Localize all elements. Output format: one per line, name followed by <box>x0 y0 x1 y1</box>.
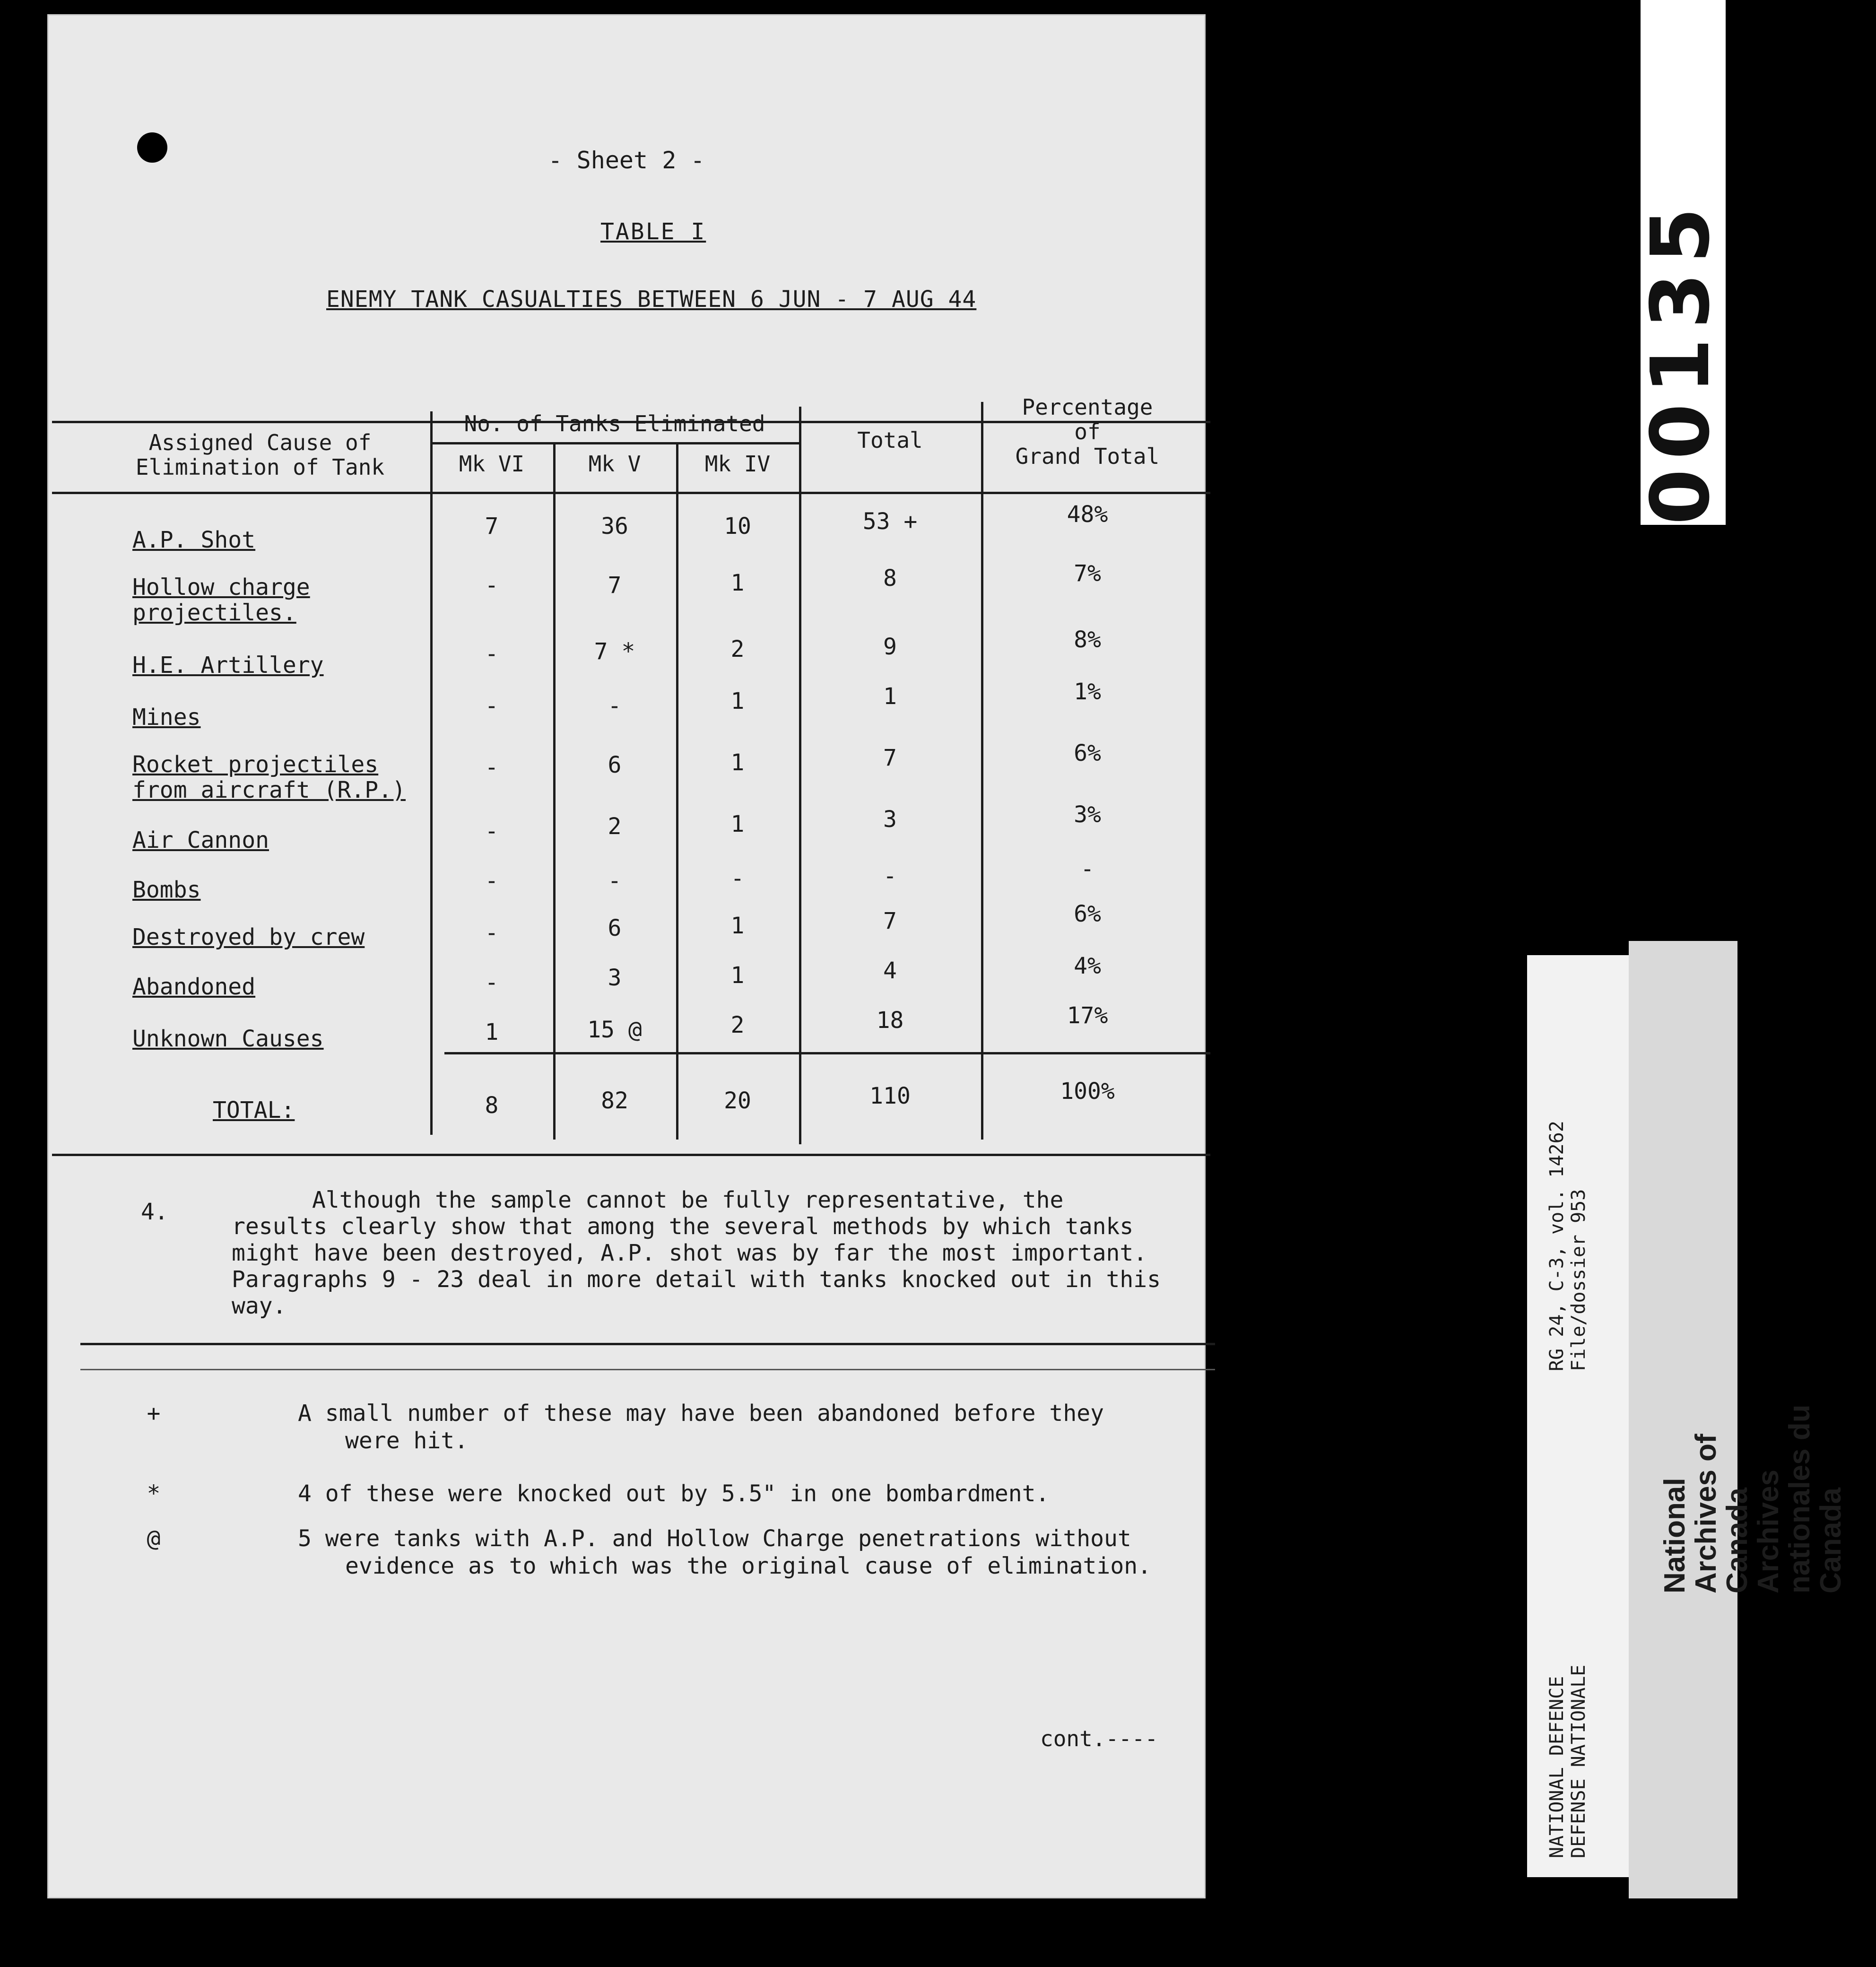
cell-total: 53 + <box>862 508 918 535</box>
cell-mk-iv: 1 <box>730 570 745 596</box>
cell-mk-v: 2 <box>608 813 622 840</box>
cell-mk-iv: 1 <box>730 749 745 776</box>
section-divider-secondary <box>80 1369 1215 1370</box>
cell-mk-vi: - <box>485 641 499 667</box>
cell-percentage: 7% <box>1074 560 1101 587</box>
cell-percentage: 3% <box>1074 801 1101 828</box>
header-percentage: Percentage of Grand Total <box>1015 394 1160 469</box>
table-title: TABLE I <box>600 218 706 245</box>
cell-mk-v: 7 * <box>594 638 635 665</box>
cell-mk-vi: - <box>485 572 499 599</box>
cell-mk-v: - <box>608 868 622 894</box>
header-bottom-border <box>52 492 1210 494</box>
row-cause: Unknown Causes <box>132 1026 324 1052</box>
footnote-symbol: + <box>147 1400 161 1427</box>
row-cause: A.P. Shot <box>132 527 256 553</box>
cell-mk-iv: - <box>730 865 745 892</box>
cell-mk-v: 6 <box>608 915 622 941</box>
totals-label: TOTAL: <box>213 1097 295 1123</box>
cell-percentage: 6% <box>1074 740 1101 766</box>
cell-mk-vi: - <box>485 969 499 996</box>
footnote-line: were hit. <box>345 1427 469 1454</box>
footnote-line: evidence as to which was the original cause of elimination. <box>345 1553 1152 1579</box>
cell-percentage: 17% <box>1067 1002 1108 1029</box>
footnote-symbol: @ <box>147 1525 161 1552</box>
total-mk-v: 82 <box>601 1088 628 1114</box>
group-header-rule <box>430 442 799 444</box>
cell-mk-v: 3 <box>608 965 622 991</box>
total-mk-vi: 8 <box>485 1092 499 1119</box>
row-cause: Destroyed by crew <box>132 924 365 950</box>
section-divider <box>80 1343 1215 1345</box>
cell-mk-vi: - <box>485 754 499 781</box>
table-bottom-border <box>52 1154 1210 1156</box>
header-mk-iv: Mk IV <box>704 451 771 477</box>
cell-mk-v: - <box>608 693 622 719</box>
footnote-line: 5 were tanks with A.P. and Hollow Charge penetrations without <box>298 1525 1131 1552</box>
row-cause: Mines <box>132 704 201 731</box>
cell-total: 9 <box>883 634 897 660</box>
cell-mk-iv: 2 <box>730 636 745 662</box>
cell-mk-v: 7 <box>608 572 622 599</box>
cell-mk-iv: 1 <box>730 811 745 837</box>
row-cause: Rocket projectiles from aircraft (R.P.) <box>132 751 406 803</box>
header-mk-vi: Mk VI <box>459 451 525 477</box>
frame-number: 00135 <box>1634 198 1728 525</box>
row-cause: H.E. Artillery <box>132 652 324 679</box>
cell-mk-v: 6 <box>608 752 622 778</box>
cell-total: 8 <box>883 565 897 592</box>
header-mk-v: Mk V <box>588 451 641 477</box>
cell-total: 7 <box>883 908 897 934</box>
row-cause: Bombs <box>132 877 201 903</box>
cell-mk-vi: - <box>485 818 499 844</box>
cell-mk-v: 15 @ <box>587 1017 642 1043</box>
row-cause: Abandoned <box>132 974 256 1000</box>
cell-percentage: 4% <box>1074 953 1101 979</box>
archive-institution: National Archives of Canada Archives nationales du Canada <box>1659 1404 1847 1593</box>
cell-mk-iv: 10 <box>724 513 751 540</box>
total-percentage: 100% <box>1060 1078 1115 1105</box>
cell-mk-iv: 1 <box>730 962 745 989</box>
sheet-number: - Sheet 2 - <box>548 147 705 174</box>
archive-reference: RG 24, C-3, vol. 14262 File/dossier 953 <box>1546 1121 1589 1371</box>
cell-mk-iv: 1 <box>730 688 745 714</box>
cell-mk-iv: 1 <box>730 913 745 939</box>
cell-percentage: 48% <box>1067 501 1108 528</box>
footnote <box>142 1400 1314 1454</box>
cell-mk-vi: - <box>485 693 499 719</box>
total-mk-iv: 20 <box>724 1088 751 1114</box>
footnote-symbol: * <box>147 1480 161 1507</box>
cell-total: 3 <box>883 806 897 833</box>
footnote-line: A small number of these may have been abandoned before they <box>298 1400 1104 1427</box>
cell-total: 1 <box>883 683 897 710</box>
row-cause: Air Cannon <box>132 827 269 853</box>
cell-total: 7 <box>883 745 897 771</box>
cell-mk-vi: - <box>485 920 499 946</box>
cell-mk-vi: - <box>485 868 499 894</box>
cell-mk-v: 36 <box>601 513 628 540</box>
total-total: 110 <box>869 1083 911 1109</box>
cell-mk-iv: 2 <box>730 1012 745 1038</box>
paragraph-number: 4. <box>141 1199 168 1225</box>
header-total: Total <box>857 427 923 453</box>
cell-percentage: 1% <box>1074 679 1101 705</box>
cell-percentage: 6% <box>1074 901 1101 927</box>
cell-mk-vi: 7 <box>485 513 499 540</box>
continuation-note: cont.---- <box>1040 1726 1158 1751</box>
header-eliminated-group: No. of Tanks Eliminated <box>464 411 765 436</box>
table-caption: ENEMY TANK CASUALTIES BETWEEN 6 JUN - 7 AUG 44 <box>326 286 977 313</box>
footnote <box>142 1525 1314 1580</box>
row-cause: Hollow charge projectiles. <box>132 574 310 626</box>
paragraph-4 <box>132 1187 1172 1319</box>
paragraph-text: Although the sample cannot be fully representative, the results clearly show that among the several methods by which tanks might have been destroyed, A.P. shot was by far the most important. Paragraphs 9 - 23 deal in more detail with tanks knocked out in this way. <box>232 1187 1161 1319</box>
cell-mk-vi: 1 <box>485 1019 499 1045</box>
archive-department: NATIONAL DEFENCE DEFENSE NATIONALE <box>1546 1664 1589 1858</box>
cell-total: 4 <box>883 957 897 984</box>
footnote <box>142 1480 1314 1507</box>
cell-percentage: 8% <box>1074 627 1101 653</box>
header-cause: Assigned Cause of Elimination of Tank <box>135 430 385 480</box>
totals-rule <box>444 1052 1210 1054</box>
cell-total: 18 <box>876 1007 904 1034</box>
footnote-line: 4 of these were knocked out by 5.5" in one bombardment. <box>298 1480 1050 1507</box>
cell-total: - <box>883 863 897 889</box>
cell-percentage: - <box>1080 856 1094 882</box>
